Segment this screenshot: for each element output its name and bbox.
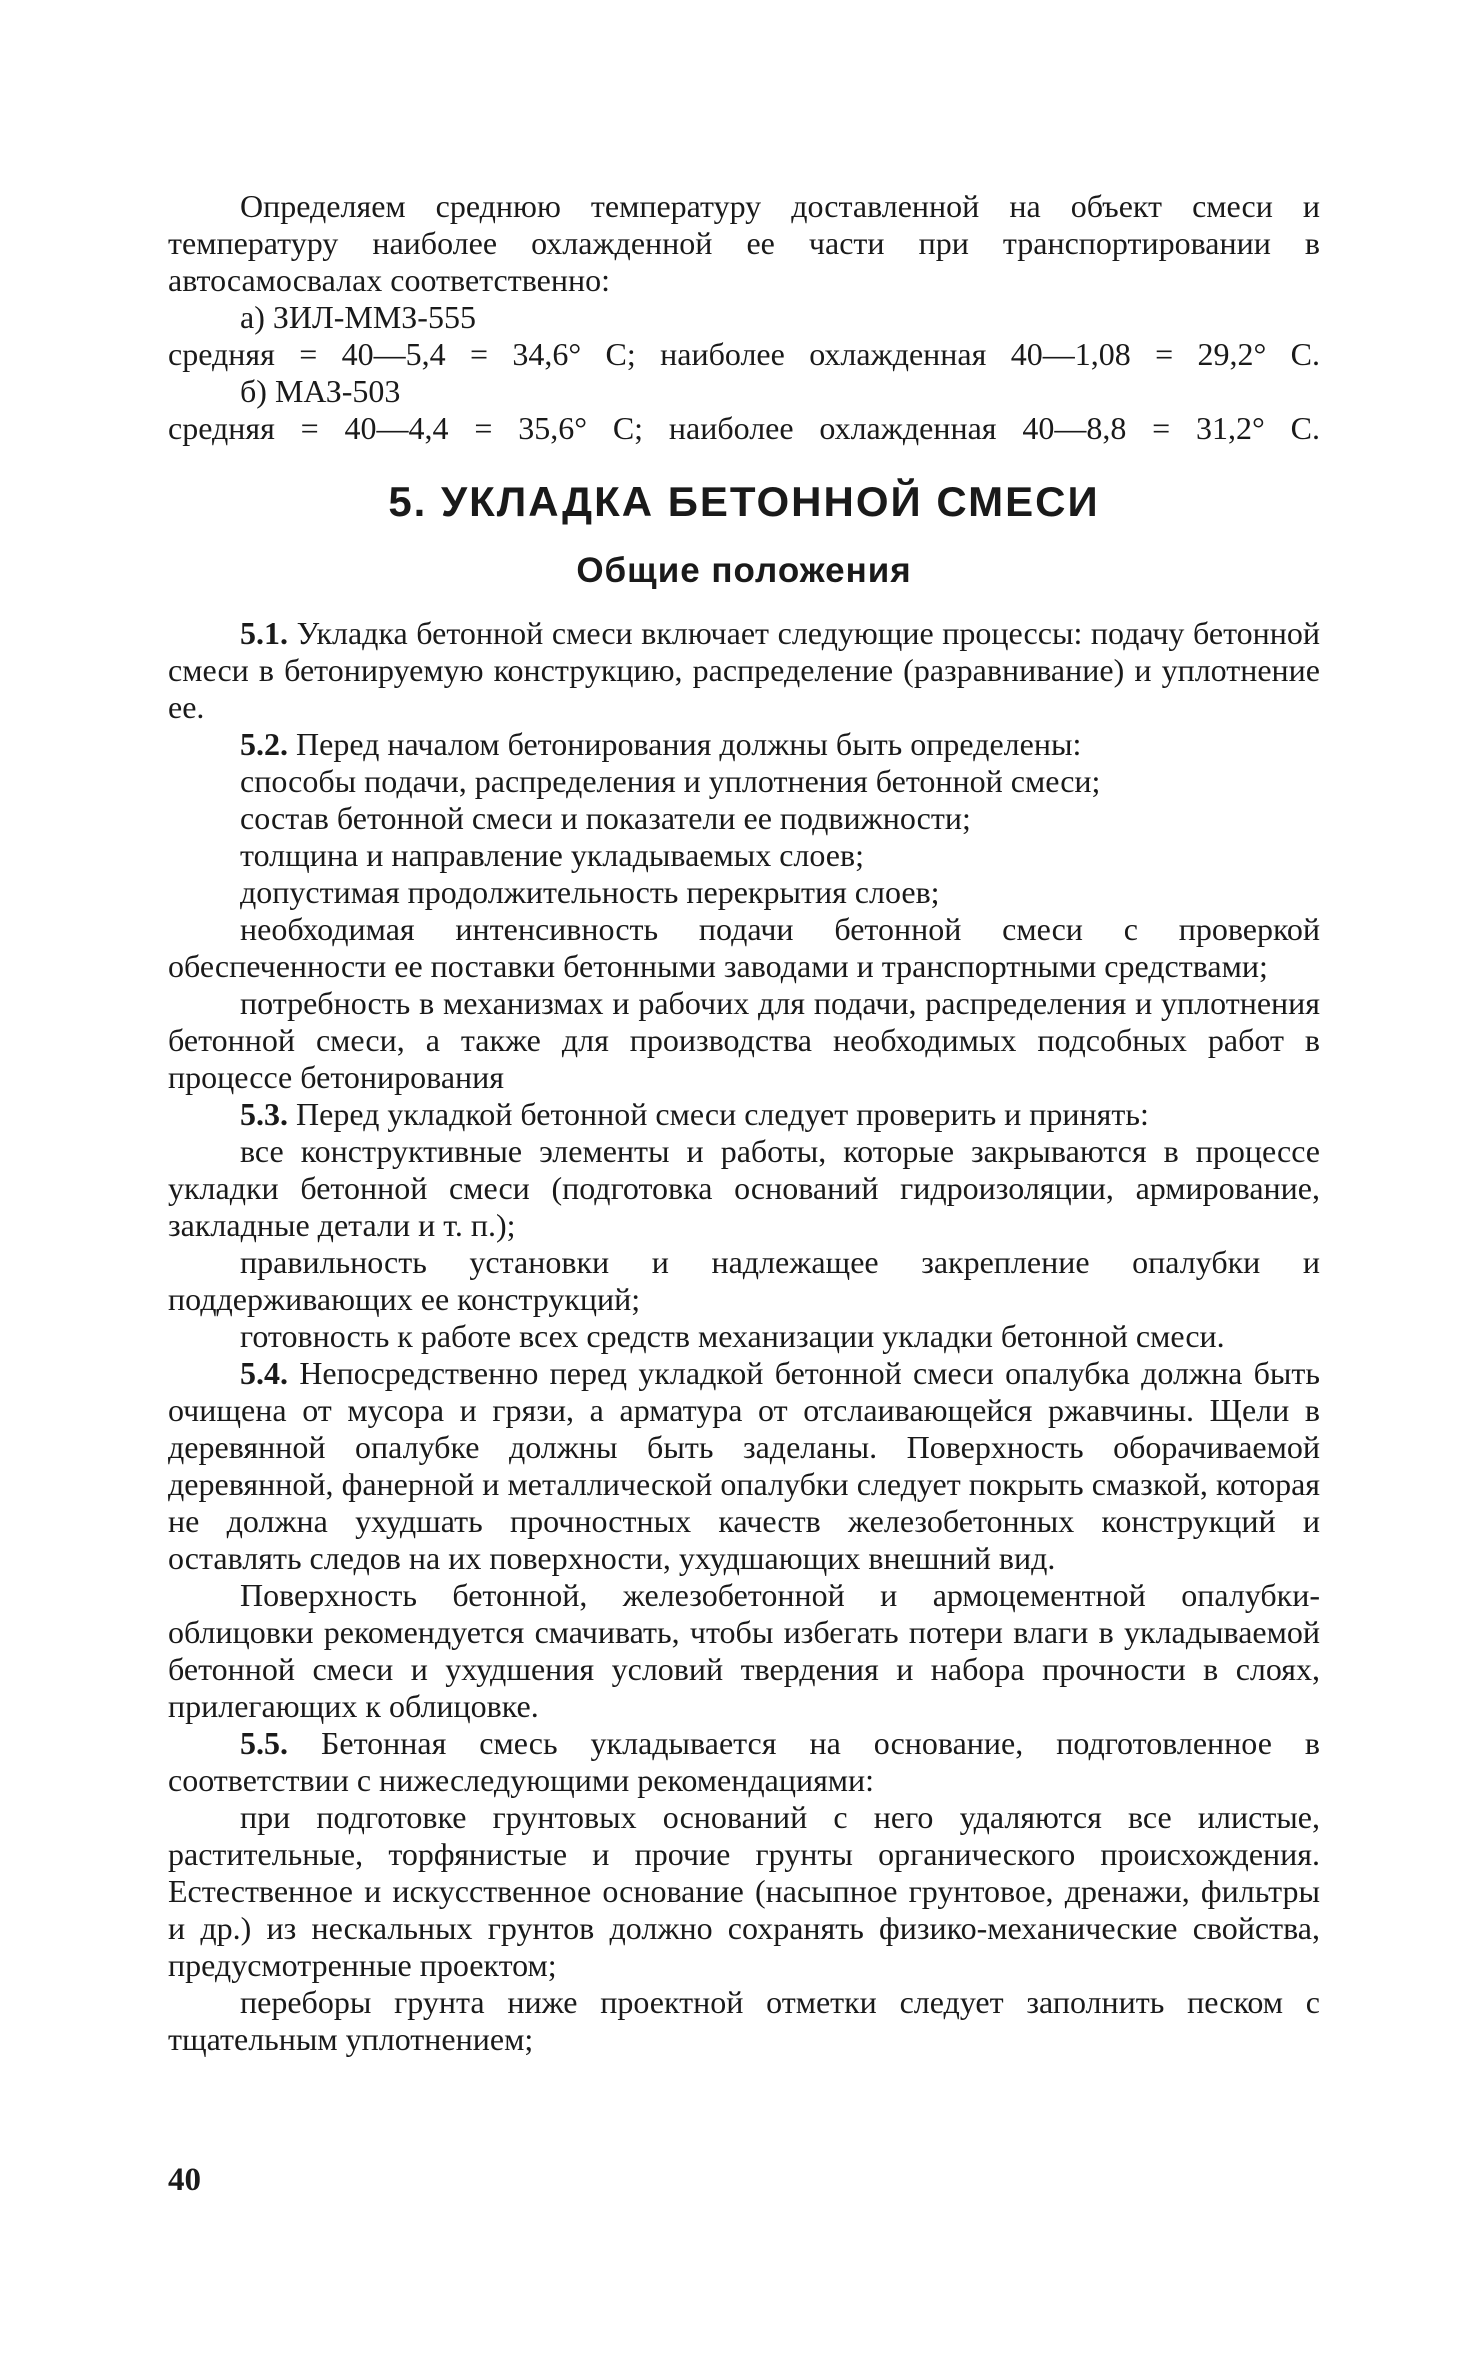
paragraph-5-2 [168,726,1320,763]
paragraph-number: 5.2. [240,726,288,762]
chapter-title: 5. УКЛАДКА БЕТОННОЙ СМЕСИ [388,478,1100,525]
paragraph-text: Перед началом бетонирования должны быть определены: [296,726,1082,762]
calc-a-line: средняя = 40—5,4 = 34,6° С; наиболее охлажденная 40—1,08 = 29,2° С. [168,336,1320,372]
paragraph-5-3 [168,1096,1320,1133]
truck-b-label: б) МАЗ-503 [240,373,401,409]
page-number: 40 [168,2162,201,2198]
paragraph-number: 5.4. [240,1355,288,1391]
list-item: допустимая продолжительность перекрытия слоев; [240,874,940,910]
paragraph-5-4-continuation: Поверхность бетонной, железобетонной и армоцементной опалубки-облицовки рекомендуется смачивать, чтобы избегать потери влаги в укладываемой бетонной смеси и ухудшения условий твердения и набора прочности в слоях, прилегающих к облицовке. [168,1577,1320,1724]
list-item: толщина и направление укладываемых слоев; [240,837,864,873]
paragraph-text: Непосредственно перед укладкой бетонной смеси опалубка должна быть очищена от мусора и грязи, а арматура от отслаивающейся ржавчины. Щели в деревянной опалубке должны быть заделаны. Поверхность оборачиваемой деревянной, фанерной и металлической опалубки следует покрыть смазкой, которая не должна ухудшать прочностных качеств железобетонных конструкций и оставлять следов на их поверхности, ухудшающих внешний вид. [168,1355,1321,1576]
list-item: состав бетонной смеси и показатели ее подвижности; [240,800,971,836]
paragraph-number: 5.3. [240,1096,288,1132]
list-item: необходимая интенсивность подачи бетонной смеси с проверкой обеспеченности ее поставки бетонными заводами и транспортными средствами; [168,911,1320,984]
paragraph-5-4 [168,1355,1320,1577]
list-item: способы подачи, распределения и уплотнения бетонной смеси; [240,763,1101,799]
section-title: Общие положения [576,551,912,590]
page-content [168,188,1320,2058]
paragraph-5-5 [168,1725,1320,1799]
list-item: при подготовке грунтовых оснований с него удаляются все илистые, растительные, торфянистые и прочие грунты органического происхождения. Естественное и искусственное основание (насыпное грунтовое, дренажи, фильтры и др.) из нескальных грунтов должно сохранять физико-механические свойства, предусмотренные проектом; [168,1799,1320,1983]
list-item: все конструктивные элементы и работы, которые закрываются в процессе укладки бетонной смеси (подготовка оснований гидроизоляции, армирование, закладные детали и т. п.); [168,1133,1320,1243]
paragraph-text: Укладка бетонной смеси включает следующие процессы: подачу бетонной смеси в бетонируемую конструкцию, распределение (разравнивание) и уплотнение ее. [168,615,1321,725]
list-item: потребность в механизмах и рабочих для подачи, распределения и уплотнения бетонной смеси, а также для производства необходимых подсобных работ в процессе бетонирования [168,985,1320,1095]
list-item: правильность установки и надлежащее закрепление опалубки и поддерживающих ее конструкций; [168,1244,1320,1317]
calc-b-line: средняя = 40—4,4 = 35,6° С; наиболее охлажденная 40—8,8 = 31,2° С. [168,410,1320,446]
paragraph-number: 5.1. [240,615,288,651]
truck-a-label: а) ЗИЛ-ММЗ-555 [240,299,476,335]
paragraph-5-1 [168,615,1320,726]
list-item: готовность к работе всех средств механизации укладки бетонной смеси. [240,1318,1225,1354]
paragraph-number: 5.5. [240,1725,288,1761]
intro-paragraph: Определяем среднюю температуру доставленной на объект смеси и температуру наиболее охлажденной ее части при транспортировании в автосамосвалах соответственно: [168,188,1320,298]
paragraph-text: Перед укладкой бетонной смеси следует проверить и принять: [296,1096,1149,1132]
list-item: переборы грунта ниже проектной отметки следует заполнить песком с тщательным уплотнением; [168,1984,1320,2057]
paragraph-text: Бетонная смесь укладывается на основание, подготовленное в соответствии с нижеследующими рекомендациями: [168,1725,1321,1798]
